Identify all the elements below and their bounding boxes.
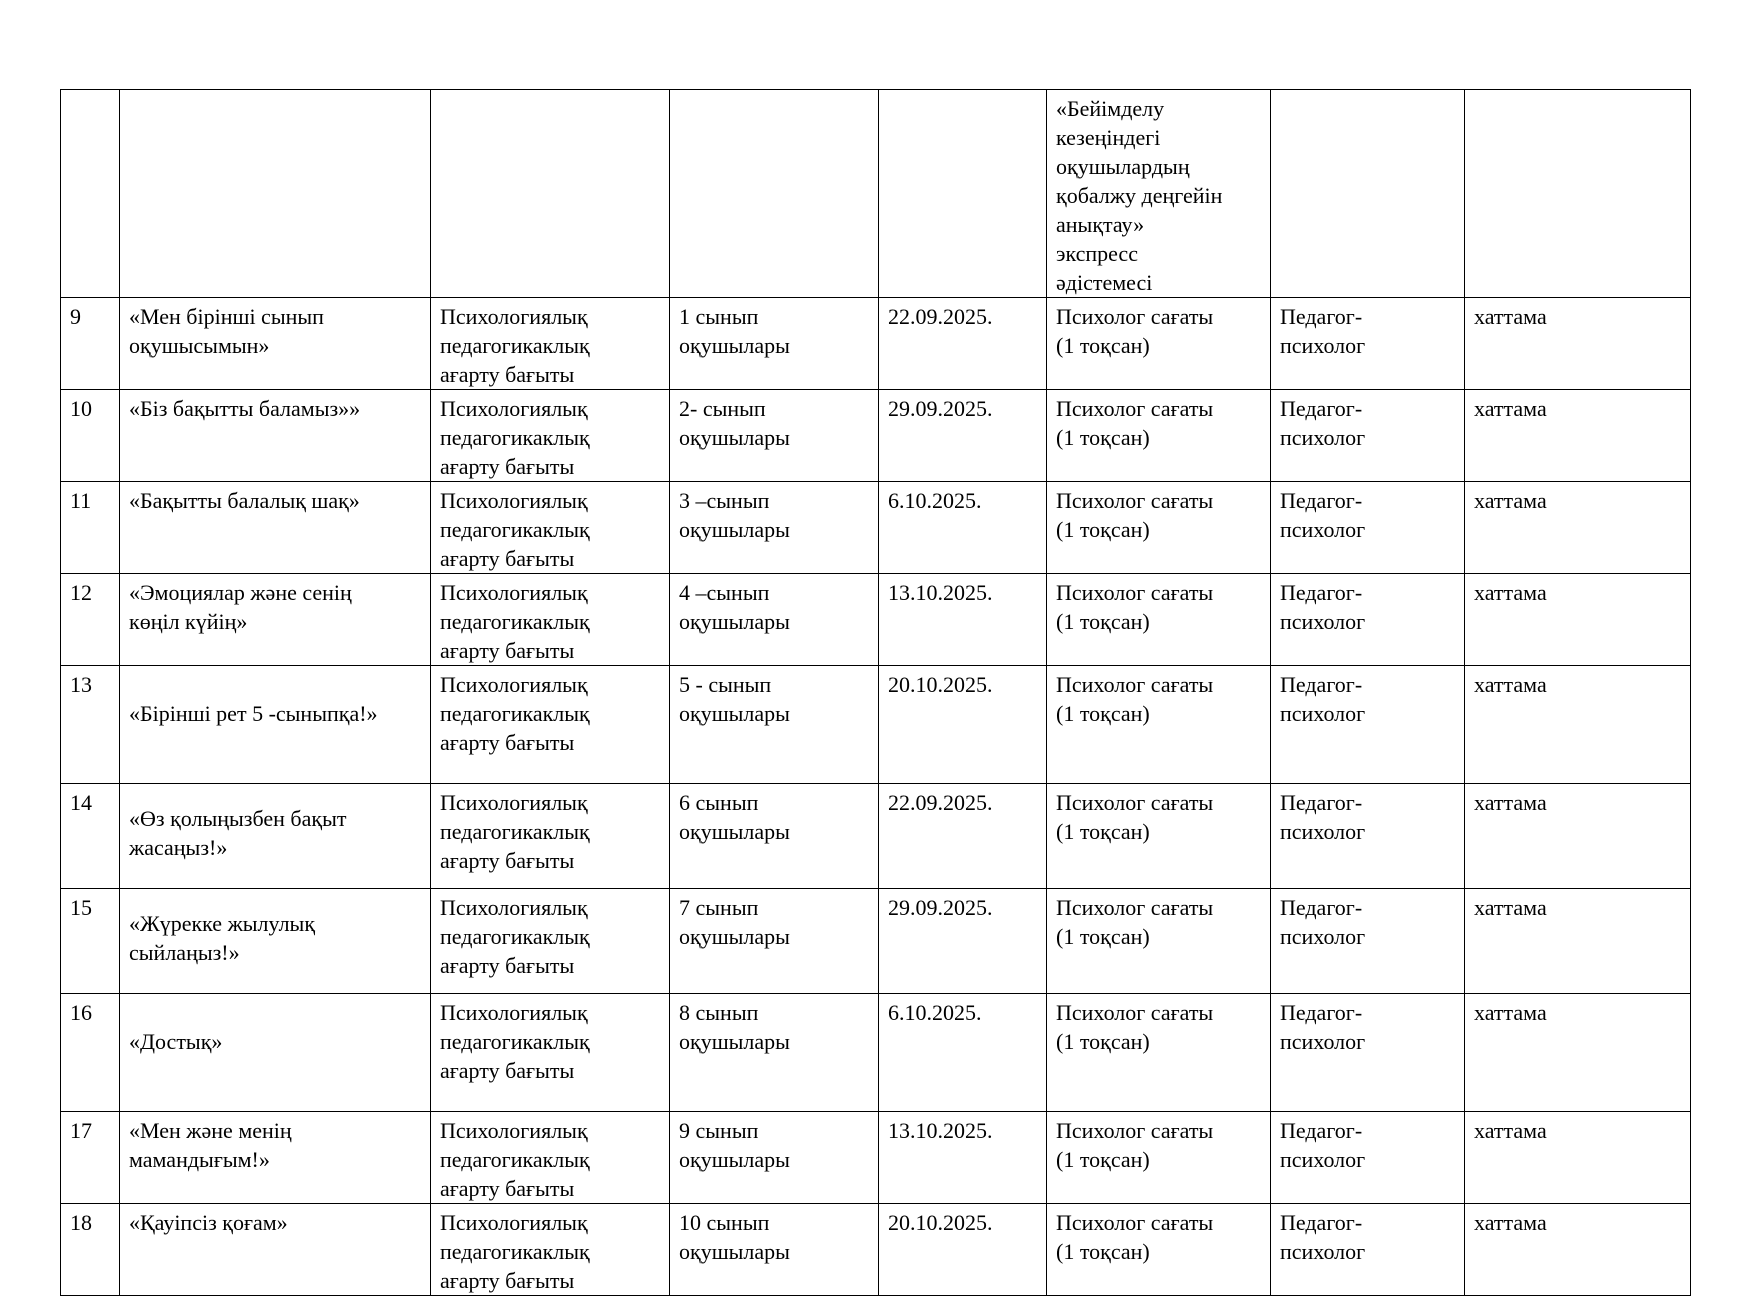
cell-direction: Психологиялық педагогикаклық ағарту бағыты bbox=[431, 1204, 670, 1296]
cell-number: 17 bbox=[61, 1112, 120, 1204]
cell-responsible: Педагог- психолог bbox=[1271, 994, 1465, 1112]
cell-responsible: Педагог- психолог bbox=[1271, 784, 1465, 889]
cell-date: 20.10.2025. bbox=[879, 666, 1047, 784]
cell-responsible: Педагог- психолог bbox=[1271, 298, 1465, 390]
cell-title: «Жүрекке жылулық сыйлаңыз!» bbox=[120, 889, 431, 994]
cell-form: «Бейімделу кезеңіндегі оқушылардың қобалжу деңгейін анықтау» экспресс әдістемесі bbox=[1047, 90, 1271, 298]
cell-direction: Психологиялық педагогикаклық ағарту бағыты bbox=[431, 482, 670, 574]
cell-title: «Қауіпсіз қоғам» bbox=[120, 1204, 431, 1296]
table-row bbox=[61, 298, 1691, 390]
cell-title: «Эмоциялар және сенің көңіл күйің» bbox=[120, 574, 431, 666]
cell-responsible: Педагог- психолог bbox=[1271, 574, 1465, 666]
cell-audience: 4 –сынып оқушылары bbox=[670, 574, 879, 666]
cell-result: хаттама bbox=[1465, 666, 1691, 784]
cell-form: Психолог сағаты (1 тоқсан) bbox=[1047, 1112, 1271, 1204]
cell-responsible: Педагог- психолог bbox=[1271, 482, 1465, 574]
cell-title: «Бірінші рет 5 -сыныпқа!» bbox=[120, 666, 431, 784]
cell-audience: 1 сынып оқушылары bbox=[670, 298, 879, 390]
cell-number: 13 bbox=[61, 666, 120, 784]
cell-number: 15 bbox=[61, 889, 120, 994]
cell-result: хаттама bbox=[1465, 482, 1691, 574]
cell-result: хаттама bbox=[1465, 574, 1691, 666]
cell-title: «Біз бақытты баламыз»» bbox=[120, 390, 431, 482]
cell-form: Психолог сағаты (1 тоқсан) bbox=[1047, 574, 1271, 666]
cell-audience: 5 - сынып оқушылары bbox=[670, 666, 879, 784]
cell-date: 13.10.2025. bbox=[879, 1112, 1047, 1204]
cell-direction: Психологиялық педагогикаклық ағарту бағыты bbox=[431, 390, 670, 482]
cell-responsible: Педагог- психолог bbox=[1271, 666, 1465, 784]
cell-responsible: Педагог- психолог bbox=[1271, 889, 1465, 994]
cell-result: хаттама bbox=[1465, 390, 1691, 482]
cell-date bbox=[879, 90, 1047, 298]
cell-number bbox=[61, 90, 120, 298]
cell-form: Психолог сағаты (1 тоқсан) bbox=[1047, 482, 1271, 574]
cell-audience: 10 сынып оқушылары bbox=[670, 1204, 879, 1296]
table-row bbox=[61, 574, 1691, 666]
cell-audience bbox=[670, 90, 879, 298]
cell-number: 12 bbox=[61, 574, 120, 666]
table-row bbox=[61, 1204, 1691, 1296]
cell-direction: Психологиялық педагогикаклық ағарту бағыты bbox=[431, 298, 670, 390]
cell-audience: 9 сынып оқушылары bbox=[670, 1112, 879, 1204]
cell-form: Психолог сағаты (1 тоқсан) bbox=[1047, 994, 1271, 1112]
cell-number: 10 bbox=[61, 390, 120, 482]
cell-date: 6.10.2025. bbox=[879, 482, 1047, 574]
cell-direction: Психологиялық педагогикаклық ағарту бағыты bbox=[431, 784, 670, 889]
cell-result: хаттама bbox=[1465, 889, 1691, 994]
table-row bbox=[61, 994, 1691, 1112]
cell-direction: Психологиялық педагогикаклық ағарту бағыты bbox=[431, 666, 670, 784]
cell-result: хаттама bbox=[1465, 994, 1691, 1112]
cell-title: «Мен және менің мамандығым!» bbox=[120, 1112, 431, 1204]
cell-date: 29.09.2025. bbox=[879, 889, 1047, 994]
cell-date: 20.10.2025. bbox=[879, 1204, 1047, 1296]
cell-number: 11 bbox=[61, 482, 120, 574]
cell-title: «Мен бірінші сынып оқушысымын» bbox=[120, 298, 431, 390]
cell-result: хаттама bbox=[1465, 298, 1691, 390]
cell-responsible bbox=[1271, 90, 1465, 298]
cell-date: 22.09.2025. bbox=[879, 784, 1047, 889]
cell-responsible: Педагог- психолог bbox=[1271, 1112, 1465, 1204]
cell-direction bbox=[431, 90, 670, 298]
table-row bbox=[61, 482, 1691, 574]
cell-result: хаттама bbox=[1465, 1112, 1691, 1204]
table-row bbox=[61, 390, 1691, 482]
cell-form: Психолог сағаты (1 тоқсан) bbox=[1047, 666, 1271, 784]
cell-audience: 8 сынып оқушылары bbox=[670, 994, 879, 1112]
table-row bbox=[61, 889, 1691, 994]
table-row-continued bbox=[61, 90, 1691, 298]
cell-result: хаттама bbox=[1465, 1204, 1691, 1296]
cell-direction: Психологиялық педагогикаклық ағарту бағыты bbox=[431, 889, 670, 994]
cell-title: «Бақытты балалық шақ» bbox=[120, 482, 431, 574]
cell-direction: Психологиялық педагогикаклық ағарту бағыты bbox=[431, 574, 670, 666]
table-row bbox=[61, 666, 1691, 784]
cell-number: 14 bbox=[61, 784, 120, 889]
cell-title: «Өз қолыңызбен бақыт жасаңыз!» bbox=[120, 784, 431, 889]
cell-direction: Психологиялық педагогикаклық ағарту бағыты bbox=[431, 1112, 670, 1204]
cell-audience: 7 сынып оқушылары bbox=[670, 889, 879, 994]
cell-date: 6.10.2025. bbox=[879, 994, 1047, 1112]
table-row bbox=[61, 1112, 1691, 1204]
cell-direction: Психологиялық педагогикаклық ағарту бағыты bbox=[431, 994, 670, 1112]
cell-date: 29.09.2025. bbox=[879, 390, 1047, 482]
cell-result bbox=[1465, 90, 1691, 298]
cell-date: 22.09.2025. bbox=[879, 298, 1047, 390]
cell-title bbox=[120, 90, 431, 298]
cell-audience: 2- сынып оқушылары bbox=[670, 390, 879, 482]
cell-number: 18 bbox=[61, 1204, 120, 1296]
cell-form: Психолог сағаты (1 тоқсан) bbox=[1047, 889, 1271, 994]
cell-result: хаттама bbox=[1465, 784, 1691, 889]
cell-responsible: Педагог- психолог bbox=[1271, 1204, 1465, 1296]
cell-number: 16 bbox=[61, 994, 120, 1112]
cell-number: 9 bbox=[61, 298, 120, 390]
table-row bbox=[61, 784, 1691, 889]
cell-form: Психолог сағаты (1 тоқсан) bbox=[1047, 298, 1271, 390]
cell-responsible: Педагог- психолог bbox=[1271, 390, 1465, 482]
cell-form: Психолог сағаты (1 тоқсан) bbox=[1047, 1204, 1271, 1296]
table-body bbox=[61, 90, 1691, 1296]
cell-title: «Достық» bbox=[120, 994, 431, 1112]
cell-form: Психолог сағаты (1 тоқсан) bbox=[1047, 390, 1271, 482]
cell-audience: 3 –сынып оқушылары bbox=[670, 482, 879, 574]
cell-audience: 6 сынып оқушылары bbox=[670, 784, 879, 889]
cell-date: 13.10.2025. bbox=[879, 574, 1047, 666]
plan-table bbox=[60, 89, 1691, 1296]
cell-form: Психолог сағаты (1 тоқсан) bbox=[1047, 784, 1271, 889]
